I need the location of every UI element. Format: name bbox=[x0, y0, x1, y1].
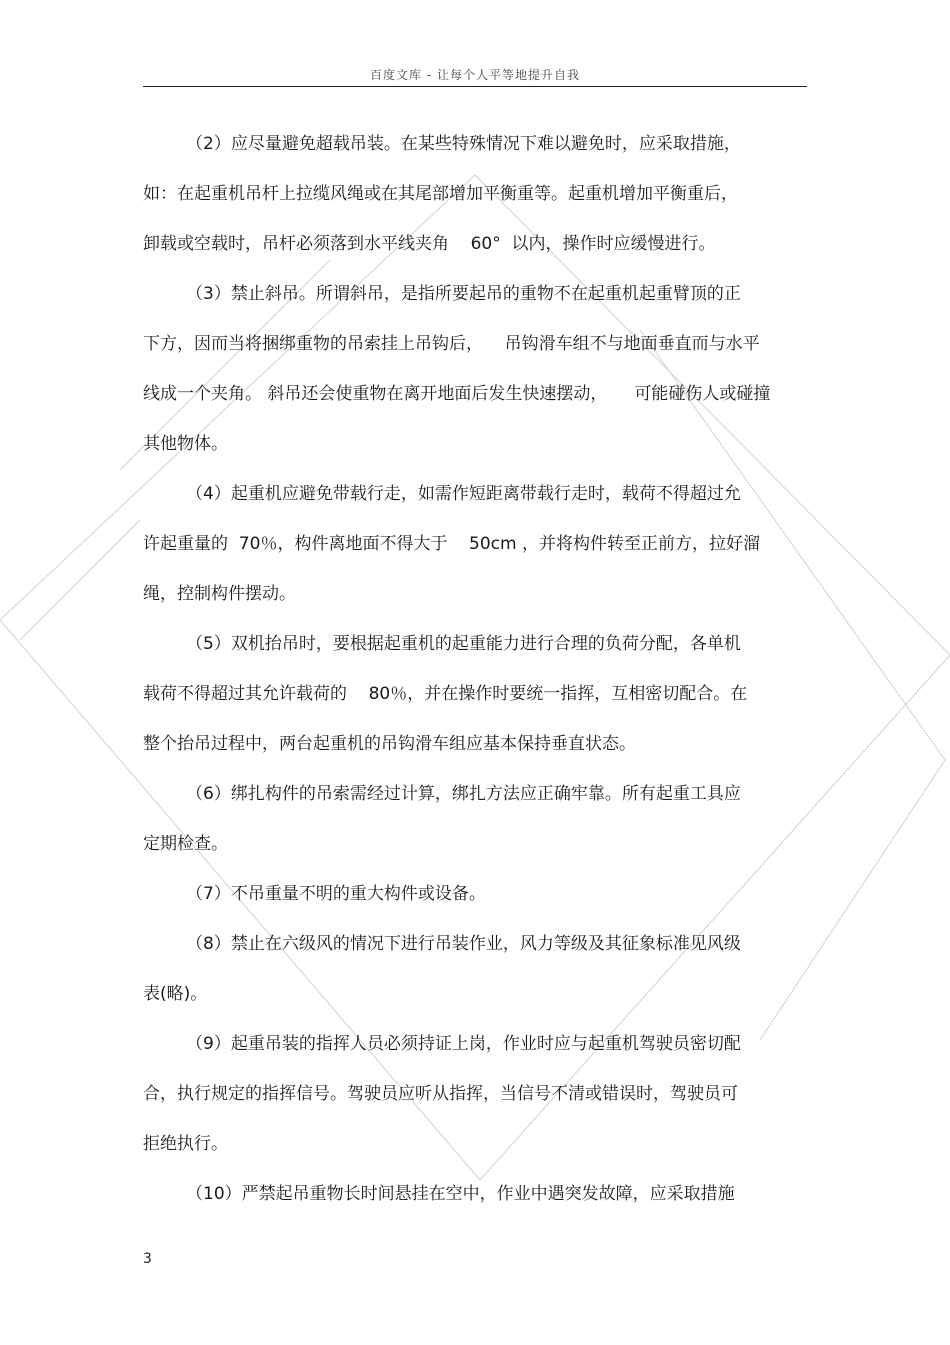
page-number: 3 bbox=[143, 1251, 152, 1267]
text-line: 拒绝执行。 bbox=[143, 1134, 228, 1154]
text-line: 下方，因而当将捆绑重物的吊索挂上吊钩后， 吊钩滑车组不与地面垂直而与水平 bbox=[143, 334, 760, 354]
page-header: 百度文库 - 让每个人平等地提升自我 bbox=[370, 68, 580, 82]
watermark-line bbox=[20, 520, 140, 640]
text-line: （3）禁止斜吊。所谓斜吊，是指所要起吊的重物不在起重机起重臂顶的正 bbox=[186, 284, 741, 304]
text-line: （5）双机抬吊时，要根据起重机的起重能力进行合理的负荷分配，各单机 bbox=[186, 634, 741, 654]
text-line: （10）严禁起吊重物长时间悬挂在空中，作业中遇突发故障，应采取措施 bbox=[186, 1184, 735, 1204]
text-line: 许起重量的 70％，构件离地面不得大于 50cm ，并将构件转至正前方，拉好溜 bbox=[143, 534, 760, 554]
text-line: （6）绑扎构件的吊索需经过计算，绑扎方法应正确牢靠。所有起重工具应 bbox=[186, 784, 741, 804]
text-line: 卸载或空载时，吊杆必须落到水平线夹角 60° 以内，操作时应缓慢进行。 bbox=[143, 234, 716, 254]
text-line: 其他物体。 bbox=[143, 434, 228, 454]
text-line: （4）起重机应避免带载行走，如需作短距离带载行走时，载荷不得超过允 bbox=[186, 484, 741, 504]
text-line: （8）禁止在六级风的情况下进行吊装作业，风力等级及其征象标准见风级 bbox=[186, 934, 741, 954]
watermark-line bbox=[760, 760, 945, 1040]
header-divider bbox=[143, 86, 807, 87]
text-line: 线成一个夹角。 斜吊还会使重物在离开地面后发生快速摆动， 可能碰伤人或碰撞 bbox=[143, 384, 771, 404]
text-line: （2）应尽量避免超载吊装。在某些特殊情况下难以避免时，应采取措施， bbox=[186, 134, 741, 154]
text-line: （7）不吊重量不明的重大构件或设备。 bbox=[186, 884, 486, 904]
text-line: 定期检查。 bbox=[143, 834, 228, 854]
text-line: 合，执行规定的指挥信号。驾驶员应听从指挥，当信号不清或错误时，驾驶员可 bbox=[143, 1084, 738, 1104]
text-line: 载荷不得超过其允许载荷的 80％，并在操作时要统一指挥，互相密切配合。在 bbox=[143, 684, 748, 704]
text-line: 绳，控制构件摆动。 bbox=[143, 584, 296, 604]
text-line: （9）起重吊装的指挥人员必须持证上岗，作业时应与起重机驾驶员密切配 bbox=[186, 1034, 741, 1054]
text-line: 表(略)。 bbox=[143, 984, 208, 1004]
text-line: 整个抬吊过程中，两台起重机的吊钩滑车组应基本保持垂直状态。 bbox=[143, 734, 636, 754]
text-line: 如：在起重机吊杆上拉缆风绳或在其尾部增加平衡重等。起重机增加平衡重后， bbox=[143, 184, 738, 204]
